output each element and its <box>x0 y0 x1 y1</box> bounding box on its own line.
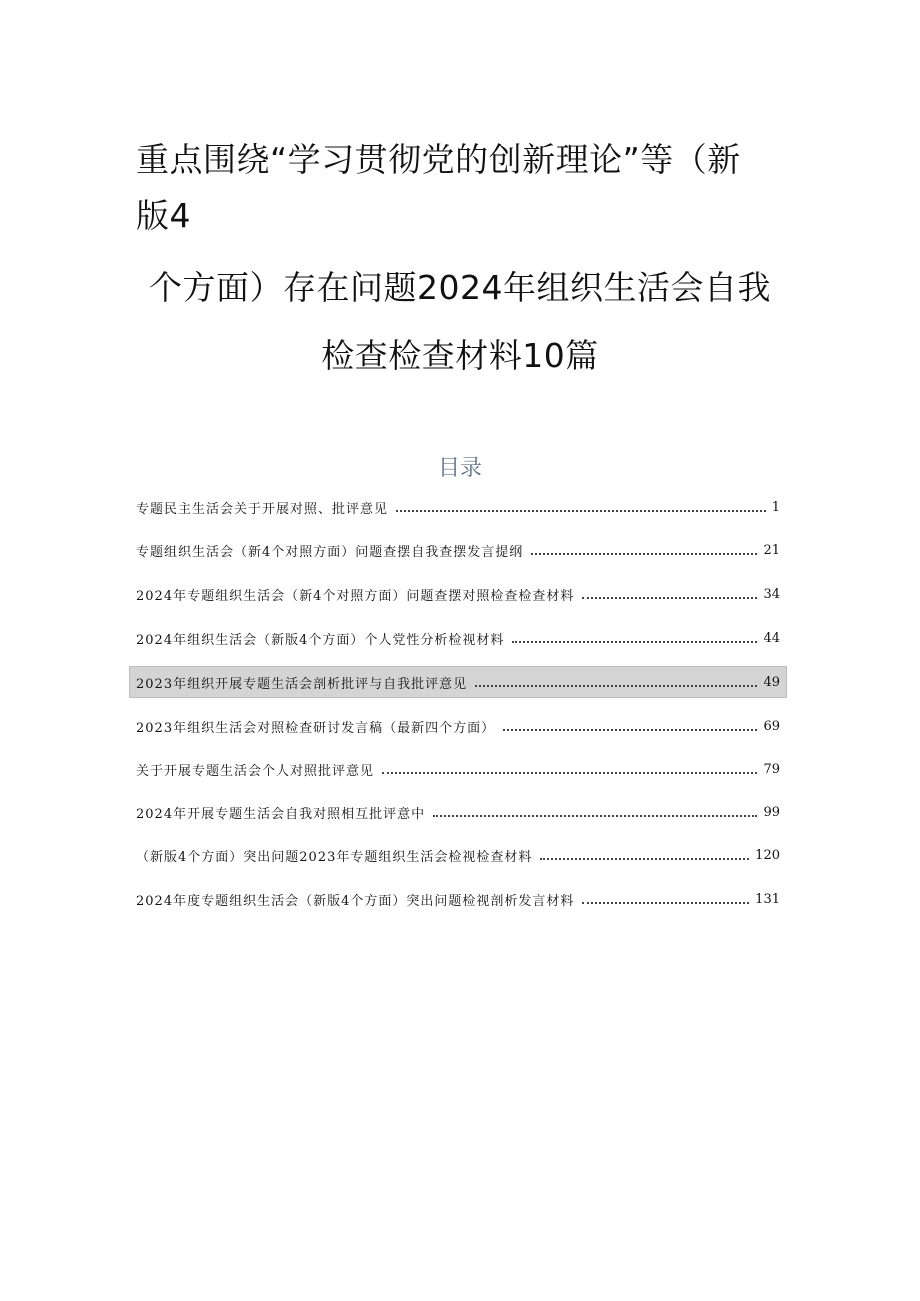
toc-entry-title: 2024年开展专题生活会自我对照相互批评意中 <box>136 806 426 822</box>
title-line-1: 重点围绕“学习贯彻党的创新理论”等（新 <box>136 140 741 179</box>
title-line-3: 个方面）存在问题2024年组织生活会自我 <box>149 268 771 307</box>
toc-entry-page: 49 <box>763 674 780 690</box>
toc-leader-dots <box>512 641 757 643</box>
toc-leader-dots <box>582 902 749 904</box>
title-line-2: 版4 <box>136 196 191 235</box>
toc-entry-page: 79 <box>763 761 780 777</box>
toc-entry-page: 1 <box>771 499 780 515</box>
toc-heading: 目录 <box>437 456 482 481</box>
toc-entry-highlighted[interactable] <box>130 667 786 697</box>
toc-leader-dots <box>396 510 766 512</box>
title-line-4: 检查检查材料10篇 <box>321 336 599 375</box>
toc-entry-page: 44 <box>763 630 780 646</box>
toc-entry-title: 关于开展专题生活会个人对照批评意见 <box>136 763 375 779</box>
toc-entry-page: 131 <box>755 891 780 907</box>
toc-leader-dots <box>540 858 749 860</box>
toc-entry-page: 34 <box>763 586 780 602</box>
toc-entry[interactable] <box>130 711 786 741</box>
toc-entry-title: 2024年度专题组织生活会（新版4个方面）突出问题检视剖析发言材料 <box>136 893 575 909</box>
toc-entry[interactable] <box>130 492 786 522</box>
toc-entry-title: 2024年组织生活会（新版4个方面）个人党性分析检视材料 <box>136 632 505 648</box>
toc-leader-dots <box>531 553 757 555</box>
toc-entry-page: 120 <box>755 847 780 863</box>
toc-leader-dots <box>582 597 757 599</box>
toc-entry[interactable] <box>130 840 786 870</box>
toc-entry[interactable] <box>130 754 786 784</box>
toc-entry-page: 99 <box>763 804 780 820</box>
toc-entry-title: 2023年组织生活会对照检查研讨发言稿（最新四个方面） <box>136 720 496 736</box>
toc-entry-page: 69 <box>763 718 780 734</box>
toc-leader-dots <box>503 729 757 731</box>
toc-entry-title: 专题民主生活会关于开展对照、批评意见 <box>136 501 389 517</box>
toc-entry[interactable] <box>130 797 786 827</box>
toc-leader-dots <box>382 772 757 774</box>
document-title <box>0 0 920 420</box>
toc-entry[interactable] <box>130 884 786 914</box>
toc-entry-title: 专题组织生活会（新4个对照方面）问题查摆自我查摆发言提纲 <box>136 544 524 560</box>
toc-entry-page: 21 <box>763 542 780 558</box>
toc-entry-title: 2023年组织开展专题生活会剖析批评与自我批评意见 <box>136 676 468 692</box>
toc-entry-title: 2024年专题组织生活会（新4个对照方面）问题查摆对照检查检查材料 <box>136 588 575 604</box>
toc-entry[interactable] <box>130 535 786 565</box>
toc-entry[interactable] <box>130 579 786 609</box>
toc-leader-dots <box>475 685 757 687</box>
toc-entry-title: （新版4个方面）突出问题2023年专题组织生活会检视检查材料 <box>136 849 533 865</box>
toc-entry[interactable] <box>130 623 786 653</box>
toc-leader-dots <box>433 815 757 817</box>
